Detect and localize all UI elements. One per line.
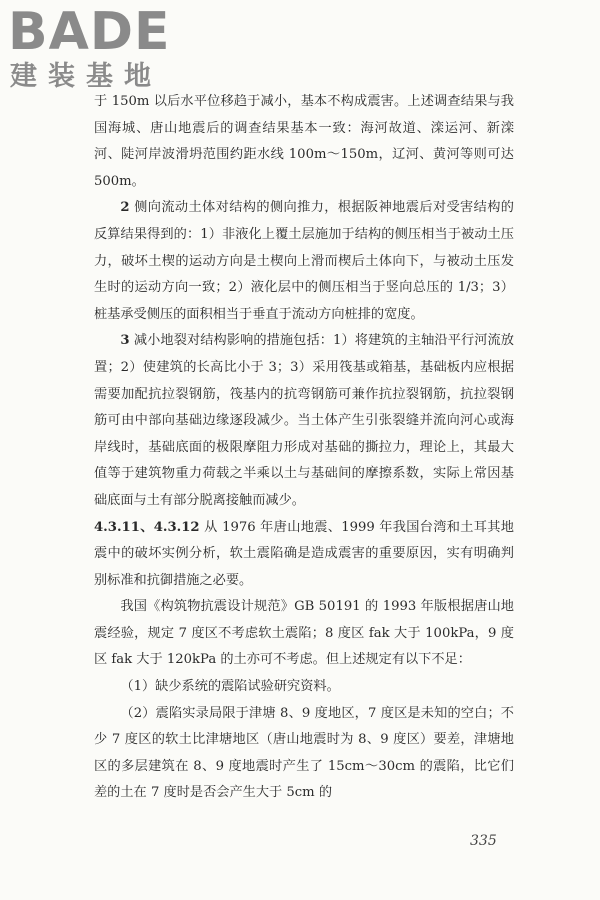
list-item-1: （1）缺少系统的震陷试验研究资料。 [120,679,340,695]
paragraph-continued: 于 150m 以后水平位移趋于减小，基本不构成震害。上述调查结果与我国海城、唐山地震后的调查结果基本一致：海河故道、滦运河、新滦河、陡河岸波滑坍范围约距水线 100m～150m，辽河、黄河等则可达 500m。 [94,94,514,189]
paragraph-item-2 [94,195,514,328]
page-body [94,89,514,807]
paragraph-text: 从 1976 年唐山地震、1999 年我国台湾和土耳其地震中的破坏实例分析，软土震陷确是造成震害的重要原因，实有明确判别标准和抗御措施之必要。 [94,519,514,588]
logo-word [8,2,171,62]
item-number: 2 [120,200,130,216]
item-number: 3 [120,333,130,349]
clause-number: 4.3.11、4.3.12 [94,519,200,535]
bade-logo [8,2,178,94]
page-number: 335 [470,833,497,849]
list-item-2: （2）震陷实录局限于津塘 8、9 度地区，7 度区是未知的空白；不少 7 度区的软土比津塘地区（唐山地震时为 8、9 度区）要差，津塘地区的多层建筑在 8、9 度地震时产生了 15cm～30cm 的震陷，比它们差的土在 7 度时是否会产生大于 5cm 的 [94,705,514,801]
logo-word-text: BADE [8,2,171,62]
paragraph-text: 侧向流动土体对结构的侧向推力，根据阪神地震后对受害结构的反算结果得到的：1）非液化上覆土层施加于结构的侧压相当于被动土压力，破坏土楔的运动方向是土楔向上滑而楔后土体向下，与被动土压发生时的运动方向一致；2）液化层中的侧压相当于竖向总压的 1/3；3）桩基承受侧压的面积相当于垂直于流动方向桩排的宽度。 [94,200,514,322]
paragraph-code-note: 我国《构筑物抗震设计规范》GB 50191 的 1993 年版根据唐山地震经验，规定 7 度区不考虑软土震陷；8 度区 fak 大于 100kPa，9 度区 fak 大于 120kPa 的土亦可不考虑。但上述规定有以下不足： [94,599,514,668]
logo-subtitle: 建装基地 [10,61,162,92]
paragraph-clause-4-3-11 [94,515,514,595]
paragraph-item-3 [94,328,514,514]
paragraph-text: 减小地裂对结构影响的措施包括：1）将建筑的主轴沿平行河流放置；2）使建筑的长高比小于 3；3）采用筏基或箱基，基础板内应根据需要加配抗拉裂钢筋，筏基内的抗弯钢筋可兼作抗拉裂钢筋，抗拉裂钢筋可由中部向基础边缘逐段减少。当土体产生引张裂缝并流向河心或海岸线时，基础底面的极限摩阻力形成对基础的撕拉力，理论上，其最大值等于建筑物重力荷载之半乘以土与基础间的摩擦系数，实际上常因基础底面与土有部分脱离接触而减少。 [94,333,514,508]
